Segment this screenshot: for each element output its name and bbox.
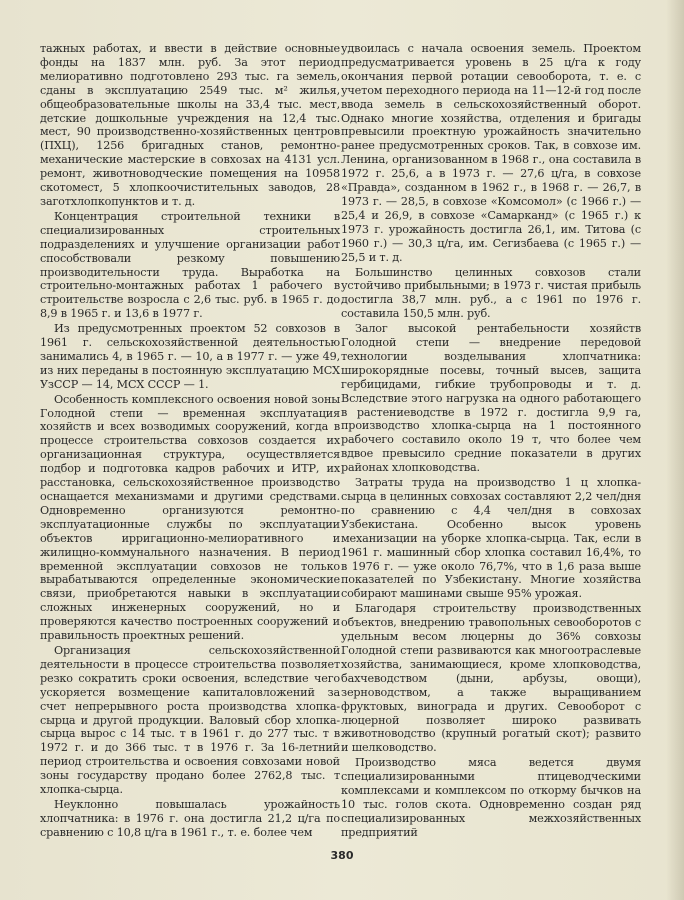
right-column <box>341 42 641 840</box>
paragraph: Концентрация строительной техники в специализированных строительных подразделениях и улучшение организации работ способствовали резкому повышению производительности труда. Выработка на строительно-монтажных работах 1 рабочего в строительстве возросла с 2,6 тыс. руб. в 1965 г. до 8,9 в 1965 г. и 13,6 в 1977 г. <box>40 209 340 321</box>
paragraph: Организация сельскохозяйственной деятельности в процессе строительства позволяет резко сократить сроки освоения, вследствие чего ускоряется возмещение капиталовложений за счет непрерывного роста производства хлопка-сырца и другой продукции. Валовый сбор хлопка-сырца вырос с 14 тыс. т в 1961 г. до 277 тыс. т в 1972 г. и до 366 тыс. т в 1976 г. За 16-летний период строительства и освоения совхозами новой зоны государству продано более 2762,8 тыс. т хлопка-сырца. <box>40 643 340 797</box>
paragraph: Производство мяса ведется двумя специализированными птицеводческими комплексами и комплексом по откорму бычков на 10 тыс. голов скота. Одновременно создан ряд специализированных межхозяйственных предприятий <box>341 756 641 839</box>
paragraph: удвоилась с начала освоения земель. Проектом предусматривается уровень в 25 ц/га к году окончания первой ротации севооборота, т. е. с учетом переходного периода на 11—12-й год после ввода земель в сельскохозяйственный оборот. Однако многие хозяйства, отделения и бригады превысили проектную урожайность значительно ранее предусмотренных сроков. Так, в совхозе им. Ленина, организованном в 1968 г., она составила в 1972 г. 25,6, а в 1973 г. — 27,6 ц/га, в совхозе «Правда», созданном в 1962 г., в 1968 г. — 26,7, в 1973 г. — 28,5, в совхозе «Комсомол» (с 1966 г.) — 25,4 и 26,9, в совхозе «Самарканд» (с 1965 г.) к 1973 г. урожайность достигла 26,1, им. Титова (с 1960 г.) — 30,3 ц/га, им. Сегизбаева (с 1965 г.) — 25,5 и т. д. <box>341 42 641 264</box>
paragraph: Особенность комплексного освоения новой зоны Голодной степи — временная эксплуатация хозяйств и всех возводимых сооружений, когда в процессе строительства совхозов создается их организационная структура, осуществляется подбор и подготовка кадров рабочих и ИТР, их расстановка, сельскохозяйственное производство оснащается механизмами и другими средствами. Одновременно организуются ремонтно-эксплуатационные службы по эксплуатации объектов ирригационно-мелиоративного и жилищно-коммунального назначения. В период временной эксплуатации совхозов не только вырабатываются определенные экономические связи, приобретаются навыки в эксплуатации сложных инженерных сооружений, но и проверяются качество построенных сооружений и правильность проектных решений. <box>40 392 340 643</box>
page-edge-shadow <box>666 0 684 900</box>
paragraph: Большинство целинных совхозов стали устойчиво прибыльными; в 1973 г. чистая прибыль достигла 38,7 млн. руб., а с 1961 по 1976 г. составила 150,5 млн. руб. <box>341 265 641 321</box>
paragraph: Благодаря строительству производственных объектов, внедрению травопольных севооборотов с удельным весом люцерны до 36% совхозы Голодной степи развиваются как многоотраслевые хозяйства, занимающиеся, кроме хлопководства, бахчеводством (дыни, арбузы, овощи), зерноводством, а также выращиванием фруктовых, винограда и других. Севооборот с люцерной позволяет широко развивать животноводство (крупный рогатый скот); развито и шелководство. <box>341 602 641 755</box>
paragraph: Из предусмотренных проектом 52 совхозов в 1961 г. сельскохозяйственной деятельностью занимались 4, в 1965 г. — 10, а в 1977 г. — уже 49, из них переданы в постоянную эксплуатацию МСХ УзССР — 14, МСХ СССР — 1. <box>40 322 340 391</box>
page-number: 380 <box>330 849 354 862</box>
paragraph: тажных работах, и ввести в действие основные фонды на 1837 млн. руб. За этот период мелиоративно подготовлено 293 тыс. га земель, сданы в эксплуатацию 2549 тыс. м² жилья, общеобразовательные школы на 33,4 тыс. мест, детские дошкольные учреждения на 12,4 тыс. мест, 90 производственно-хозяйственных центров (ПХЦ), 1256 бригадных станов, ремонтно-механические мастерские в совхозах на 4131 усл. ремонт, животноводческие помещения на 10958 скотомест, 5 хлопкоочистительных заводов, 28 заготхлопкопунктов и т. д. <box>40 42 340 208</box>
left-column <box>40 42 340 840</box>
paragraph: Неуклонно повышалась урожайность хлопчатника: в 1976 г. она достигла 21,2 ц/га по сравнению с 10,8 ц/га в 1961 г., т. е. более чем <box>40 797 340 839</box>
paragraph: Затраты труда на производство 1 ц хлопка-сырца в целинных совхозах составляют 2,2 чел/дня по сравнению с 4,4 чел/дня в совхозах Узбекистана. Особенно высок уровень механизации на уборке хлопка-сырца. Так, если в 1961 г. машинный сбор хлопка составил 16,4%, то в 1976 г. — уже около 76,7%, что в 1,6 раза выше показателей по Узбекистану. Многие хозяйства собирают машинами свыше 95% урожая. <box>341 476 641 601</box>
paragraph: Залог высокой рентабельности хозяйств Голодной степи — внедрение передовой технологии возделывания хлопчатника: широкорядные посевы, точный высев, защита гербицидами, гибкие трубопроводы и т. д. Вследствие этого нагрузка на одного работающего в растениеводстве в 1972 г. достигла 9,9 га, производство хлопка-сырца на 1 постоянного рабочего составило около 19 т, что более чем вдвое превысило средние показатели в других районах хлопководства. <box>341 322 641 475</box>
